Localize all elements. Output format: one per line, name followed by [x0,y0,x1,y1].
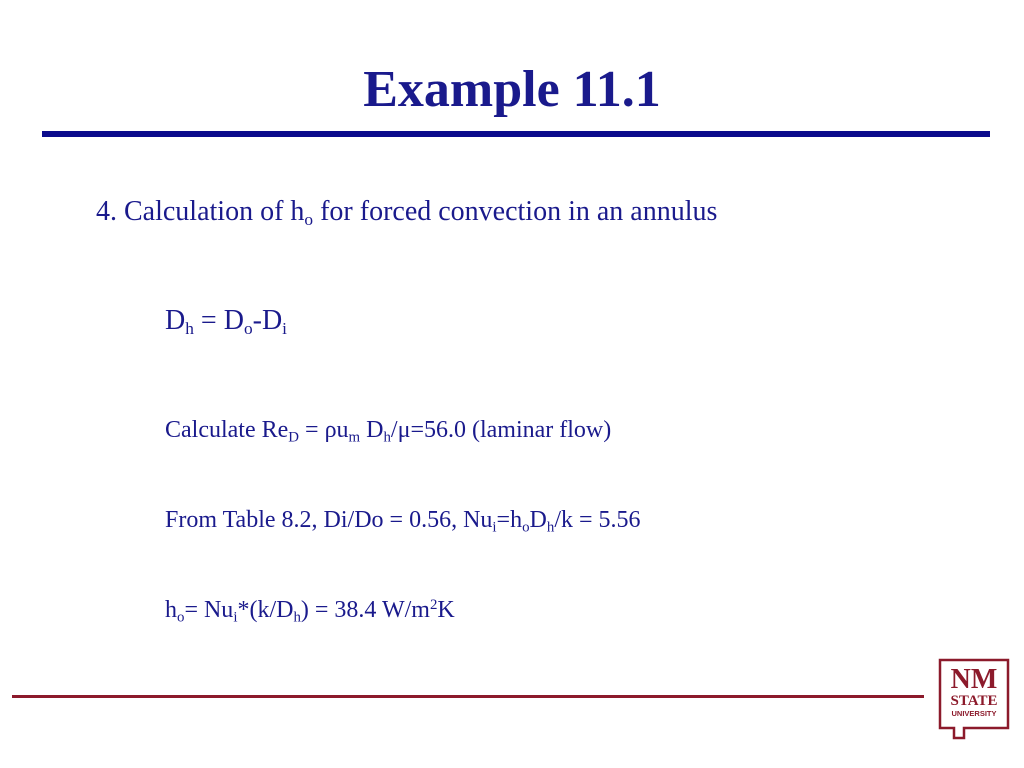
formula-subscript: o [243,319,253,339]
step-subscript: o [177,609,185,626]
formula-subscript: h [185,319,194,339]
formula-term: -D [252,305,283,336]
nusselt-step [165,507,641,536]
step-text: *(k/D [237,597,294,623]
step-text: From Table 8.2, Di/Do = 0.56, Nu [165,507,493,533]
step-text: = Nu [184,597,234,623]
hydraulic-diameter-formula [165,305,287,339]
heading-text: 4. Calculation of h [96,196,305,227]
step-text: D [360,417,384,443]
step-text: Calculate Re [165,417,289,443]
step-text: D [529,507,547,533]
step-text: K [437,597,455,623]
footer-divider [12,695,924,698]
heading-text-rest: for forced convection in an annulus [313,196,718,227]
step-subscript: h [293,609,301,626]
step-text: ) = 38.4 W/m [300,597,430,623]
reynolds-step [165,417,612,446]
step-subscript: h [383,429,391,446]
formula-term: D [165,305,186,336]
logo-state: STATE [950,693,998,709]
logo-university: UNIVERSITY [951,709,997,718]
step-superscript: 2 [429,596,438,613]
step-subscript: m [348,429,361,446]
step-subscript: i [233,609,238,626]
step-text: = ρu [299,417,349,443]
slide-title: Example 11.1 [363,61,661,118]
step-text: h [165,597,177,623]
step-subscript: i [492,519,497,536]
logo-nm: NM [950,664,998,695]
heat-transfer-coefficient-step [165,596,455,626]
nmsu-logo [936,658,1012,740]
formula-term: = D [193,305,244,336]
step-text: /μ=56.0 (laminar flow) [390,417,612,443]
step-subscript: D [288,429,300,446]
step-subscript: o [522,519,530,536]
section-heading [96,196,718,230]
title-divider [42,131,990,137]
step-text: =h [496,507,523,533]
formula-subscript: i [282,319,287,339]
heading-subscript: o [304,210,314,230]
step-subscript: h [546,519,555,536]
step-text: /k = 5.56 [554,507,641,533]
